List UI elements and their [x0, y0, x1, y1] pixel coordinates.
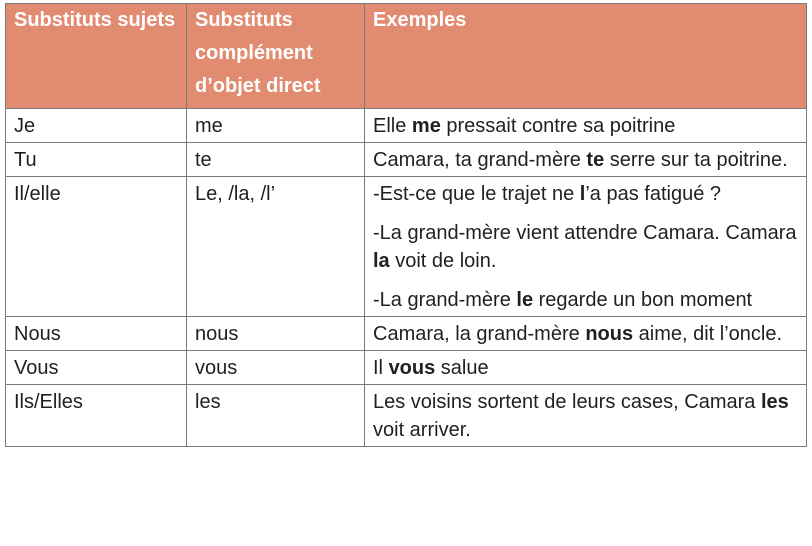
pronoun-highlight: la — [373, 250, 390, 272]
cell-exemples — [365, 177, 807, 317]
example-sentence — [373, 320, 798, 348]
cell-exemples — [365, 385, 807, 447]
text-segment: Elle — [373, 115, 412, 137]
example-sentence — [373, 146, 798, 174]
cell-exemples — [365, 143, 807, 177]
table-container — [5, 3, 807, 447]
table-body — [6, 109, 807, 447]
cell-exemples — [365, 351, 807, 385]
cell-sujet: Il/elle — [6, 177, 187, 317]
pronoun-highlight: nous — [585, 323, 634, 345]
cell-cod: nous — [187, 317, 365, 351]
pronoun-highlight: vous — [388, 357, 436, 379]
cell-exemples — [365, 317, 807, 351]
cell-sujet: Tu — [6, 143, 187, 177]
text-segment: Les voisins sortent de leurs cases, Camara — [373, 391, 761, 413]
table-row — [6, 109, 807, 143]
text-segment: ’a pas fatigué ? — [585, 183, 721, 205]
pronoun-highlight: te — [586, 149, 605, 171]
text-segment: serre sur ta poitrine. — [604, 149, 788, 171]
substituts-table — [5, 3, 807, 447]
text-segment: pressait contre sa poitrine — [440, 115, 676, 137]
text-segment: Camara, la grand-mère — [373, 323, 586, 345]
table-row — [6, 177, 807, 317]
cell-cod: les — [187, 385, 365, 447]
example-sentence — [373, 219, 798, 275]
pronoun-highlight: me — [411, 115, 441, 137]
text-segment: Camara, ta grand-mère — [373, 149, 587, 171]
header-row — [6, 4, 807, 109]
cell-sujet: Vous — [6, 351, 187, 385]
header-substituts-sujets: Substituts sujets — [6, 4, 187, 109]
cell-sujet: Ils/Elles — [6, 385, 187, 447]
pronoun-highlight: le — [516, 289, 534, 311]
cell-cod: me — [187, 109, 365, 143]
text-segment: aime, dit l’oncle. — [633, 323, 783, 345]
example-sentence — [373, 354, 798, 382]
table-row — [6, 143, 807, 177]
cell-cod: te — [187, 143, 365, 177]
text-segment: voit arriver. — [373, 419, 471, 441]
cell-sujet: Je — [6, 109, 187, 143]
text-segment: -Est-ce que le trajet ne — [373, 183, 580, 205]
cell-cod: vous — [187, 351, 365, 385]
header-exemples: Exemples — [365, 4, 807, 109]
table-row — [6, 385, 807, 447]
header-substituts-cod: Substituts complément d’objet direct — [187, 4, 365, 109]
text-segment: voit de loin. — [389, 250, 497, 272]
table-row — [6, 317, 807, 351]
example-sentence — [373, 180, 798, 208]
text-segment: regarde un bon moment — [533, 289, 753, 311]
pronoun-highlight: l — [579, 183, 586, 205]
text-segment: Il — [373, 357, 389, 379]
example-sentence — [373, 112, 798, 140]
table-row — [6, 351, 807, 385]
example-sentence — [373, 286, 798, 314]
text-segment: salue — [435, 357, 489, 379]
example-sentence — [373, 388, 798, 444]
cell-sujet: Nous — [6, 317, 187, 351]
pronoun-highlight: les — [760, 391, 789, 413]
cell-cod: Le, /la, /l’ — [187, 177, 365, 317]
cell-exemples — [365, 109, 807, 143]
text-segment: -La grand-mère vient attendre Camara. Camara — [373, 222, 797, 244]
text-segment: -La grand-mère — [373, 289, 517, 311]
